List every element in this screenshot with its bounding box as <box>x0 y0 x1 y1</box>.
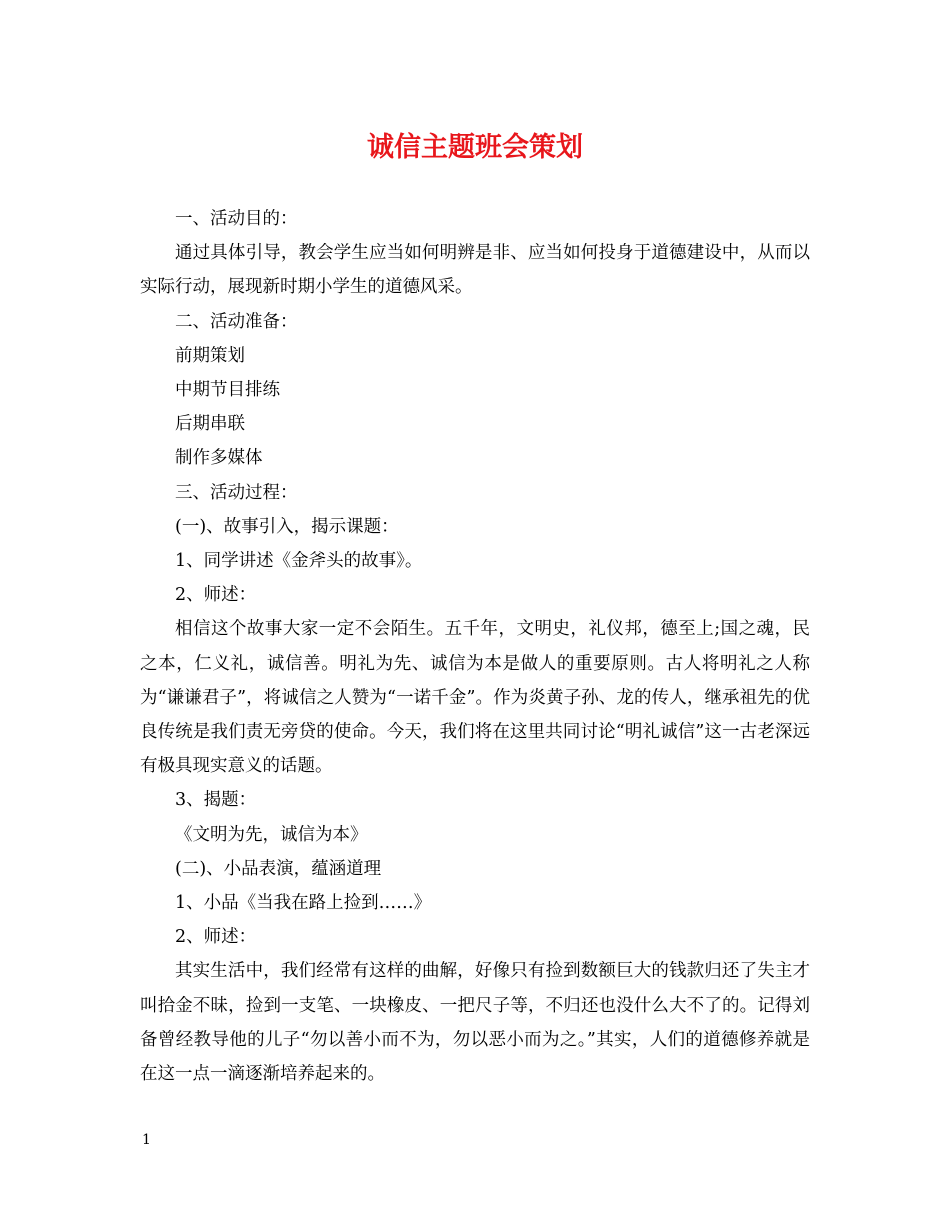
paragraph: 前期策划 <box>175 345 245 366</box>
paragraph: 三、活动过程： <box>175 482 298 503</box>
paragraph: 相信这个故事大家一定不会陌生。五千年，文明史，礼仪邦，德至上;国之魂，民之本，仁义礼，诚信善。明礼为先、诚信为本是做人的重要原则。古人将明礼之人称为“谦谦君子”，将诚信之人赞为“一诺千金”。作为炎黄子孙、龙的传人，继承祖先的优良传统是我们责无旁贷的使命。今天，我们将在这里共同讨论“明礼诚信”这一古老深远有极具现实意义的话题。 <box>140 619 810 777</box>
paragraph: 中期节目排练 <box>175 380 280 401</box>
paragraph: 一、活动目的： <box>175 209 298 229</box>
paragraph: 2、师述： <box>175 585 257 606</box>
paragraph: 1、同学讲述《金斧头的故事》。 <box>175 551 423 572</box>
paragraph: 2、师述： <box>175 927 257 948</box>
page-number: 1 <box>142 1132 151 1148</box>
paragraph: 后期串联 <box>175 414 245 435</box>
paragraph: 二、活动准备： <box>175 311 298 332</box>
paragraph: 其实生活中，我们经常有这样的曲解，好像只有捡到数额巨大的钱款归还了失主才叫拾金不昧，捡到一支笔、一块橡皮、一把尺子等，不归还也没什么大不了的。记得刘备曾经教导他的儿子“勿以善小而不为，勿以恶小而为之。”其实，人们的道德修养就是在这一点一滴逐渐培养起来的。 <box>140 961 810 1085</box>
paragraph: (一)、故事引入，揭示课题： <box>175 516 399 537</box>
document-title: 诚信主题班会策划 <box>367 132 583 163</box>
paragraph: 制作多媒体 <box>175 448 263 469</box>
document-body <box>140 202 810 1091</box>
paragraph: 3、揭题： <box>175 790 257 811</box>
paragraph: (二)、小品表演，蕴涵道理 <box>175 858 382 879</box>
paragraph: 1、小品《当我在路上捡到……》 <box>175 893 432 914</box>
paragraph: 通过具体引导，教会学生应当如何明辨是非、应当如何投身于道德建设中，从而以实际行动，展现新时期小学生的道德风采。 <box>140 243 810 298</box>
paragraph: 《文明为先，诚信为本》 <box>175 824 368 845</box>
